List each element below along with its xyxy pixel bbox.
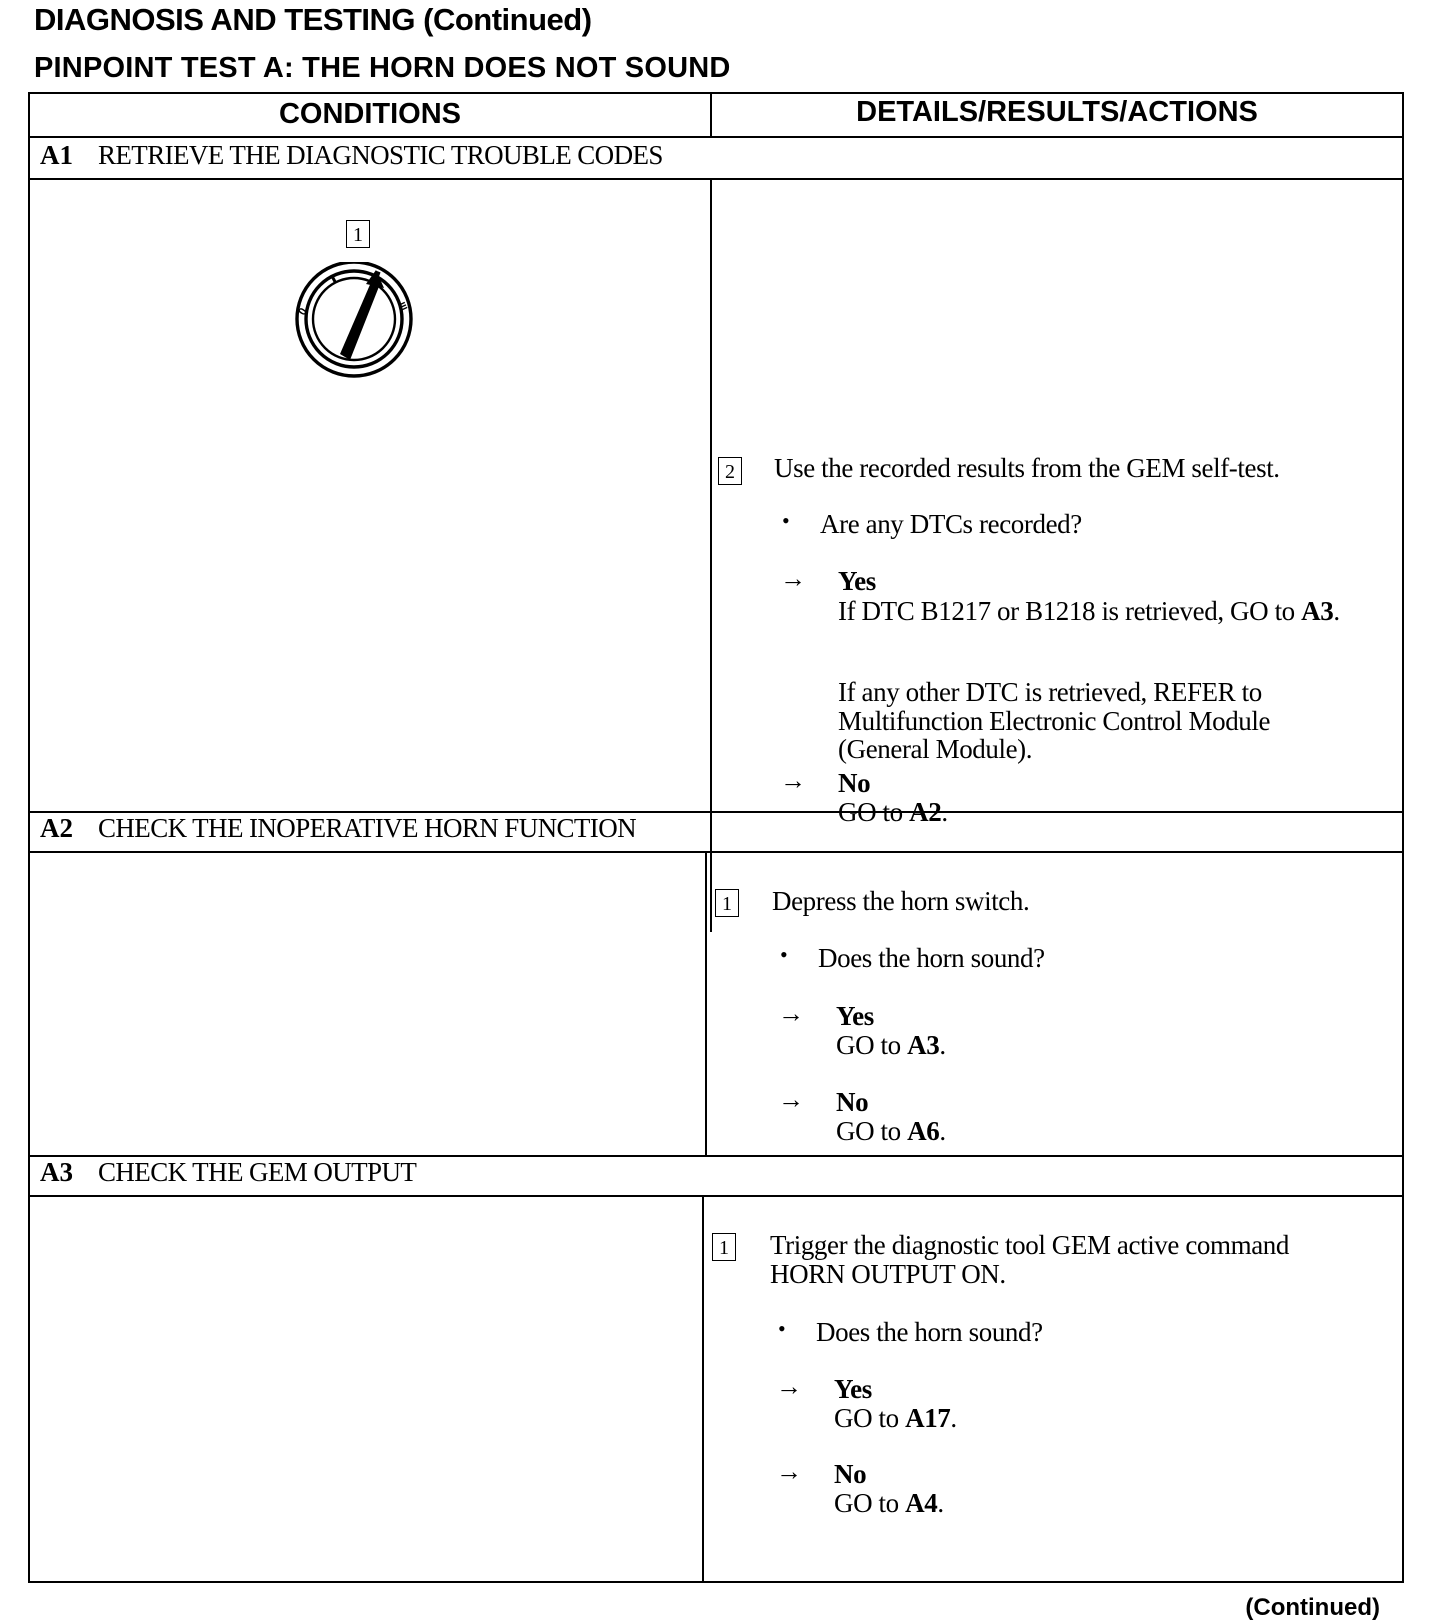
arrow-right-icon: →	[778, 1085, 804, 1114]
a3-yes-result: GO to A17.	[834, 1403, 957, 1433]
bullet-icon: •	[782, 508, 790, 533]
arrow-right-icon: →	[776, 1457, 802, 1486]
a2-no-label: No	[836, 1087, 869, 1117]
action-number-box: 1	[715, 889, 739, 917]
a1-yes-result: If DTC B1217 or B1218 is retrieved, GO to A3.	[838, 596, 1340, 626]
a3-instruction-line-1: Trigger the diagnostic tool GEM active command	[770, 1230, 1290, 1260]
a1-no-label: No	[838, 768, 871, 798]
step-a1-column-divider	[710, 178, 712, 932]
a3-no-label: No	[834, 1459, 867, 1489]
a1-no-text: GO to	[838, 797, 903, 827]
bullet-icon: •	[778, 1316, 786, 1341]
a1-no-result: GO to A2.	[838, 797, 948, 827]
a1-yes-text-1: If DTC B1217 or B1218 is retrieved, GO to	[838, 596, 1295, 626]
bullet-icon: •	[780, 942, 788, 967]
a1-question: Are any DTCs recorded?	[820, 509, 1082, 539]
action-number-box: 2	[718, 457, 742, 485]
a2-no-ref: A6	[907, 1116, 940, 1146]
header-rule	[30, 136, 1402, 138]
step-a3-title	[40, 1157, 416, 1188]
a2-question: Does the horn sound?	[818, 943, 1045, 973]
step-a3-title-rule	[30, 1195, 1402, 1197]
a3-yes-ref: A17	[905, 1403, 951, 1433]
details-column-header: DETAILS/RESULTS/ACTIONS	[856, 96, 1258, 128]
a1-instruction: Use the recorded results from the GEM self-test.	[774, 453, 1280, 483]
a3-yes-label: Yes	[834, 1374, 872, 1404]
action-number-box: 1	[712, 1233, 736, 1261]
a3-no-result: GO to A4.	[834, 1488, 944, 1518]
a3-question: Does the horn sound?	[816, 1317, 1043, 1347]
page-title: DIAGNOSIS AND TESTING (Continued)	[34, 2, 592, 37]
a2-yes-result: GO to A3.	[836, 1030, 946, 1060]
a1-yes-text-2: If any other DTC is retrieved, REFER to	[838, 677, 1262, 707]
pinpoint-test-table	[28, 92, 1404, 1583]
a2-no-result: GO to A6.	[836, 1116, 946, 1146]
step-a1-id: A1	[40, 140, 73, 170]
step-a2-title-rule	[30, 851, 1402, 853]
a3-no-text: GO to	[834, 1488, 899, 1518]
a1-yes-text-4: (General Module).	[838, 734, 1033, 764]
page-subtitle: PINPOINT TEST A: THE HORN DOES NOT SOUND	[34, 52, 731, 84]
arrow-right-icon: →	[780, 766, 806, 795]
a2-instruction: Depress the horn switch.	[772, 886, 1030, 916]
a1-no-ref: A2	[909, 797, 942, 827]
ignition-switch-illustration	[290, 262, 422, 380]
step-a2-id: A2	[40, 813, 73, 843]
a1-yes-label: Yes	[838, 566, 876, 596]
arrow-right-icon: →	[778, 999, 804, 1028]
a2-yes-ref: A3	[907, 1030, 940, 1060]
step-a3-heading: CHECK THE GEM OUTPUT	[98, 1157, 417, 1187]
continued-footer: (Continued)	[1245, 1594, 1380, 1621]
conditions-column-header: CONDITIONS	[278, 98, 462, 130]
step-a1-title	[40, 140, 663, 171]
step-a2-title	[40, 813, 636, 844]
step-a3-column-divider	[702, 1195, 704, 1583]
a2-no-text: GO to	[836, 1116, 901, 1146]
condition-callout-1: 1	[346, 220, 370, 248]
a3-no-ref: A4	[905, 1488, 938, 1518]
a3-yes-text: GO to	[834, 1403, 899, 1433]
arrow-right-icon: →	[776, 1372, 802, 1401]
a1-yes-text-3: Multifunction Electronic Control Module	[838, 706, 1271, 736]
svg-text:0: 0	[296, 306, 310, 318]
step-a1-title-rule	[30, 178, 1402, 180]
step-a1-heading: RETRIEVE THE DIAGNOSTIC TROUBLE CODES	[98, 140, 663, 170]
a2-yes-text: GO to	[836, 1030, 901, 1060]
a2-yes-label: Yes	[836, 1001, 874, 1031]
a3-instruction-line-2: HORN OUTPUT ON.	[770, 1259, 1006, 1289]
step-a3-id: A3	[40, 1157, 73, 1187]
svg-text:III: III	[395, 300, 409, 313]
a1-yes-ref-1: A3	[1301, 596, 1334, 626]
arrow-right-icon: →	[780, 564, 806, 593]
step-a2-column-divider	[705, 851, 707, 1157]
header-divider	[710, 94, 712, 138]
step-a2-heading: CHECK THE INOPERATIVE HORN FUNCTION	[98, 813, 636, 843]
